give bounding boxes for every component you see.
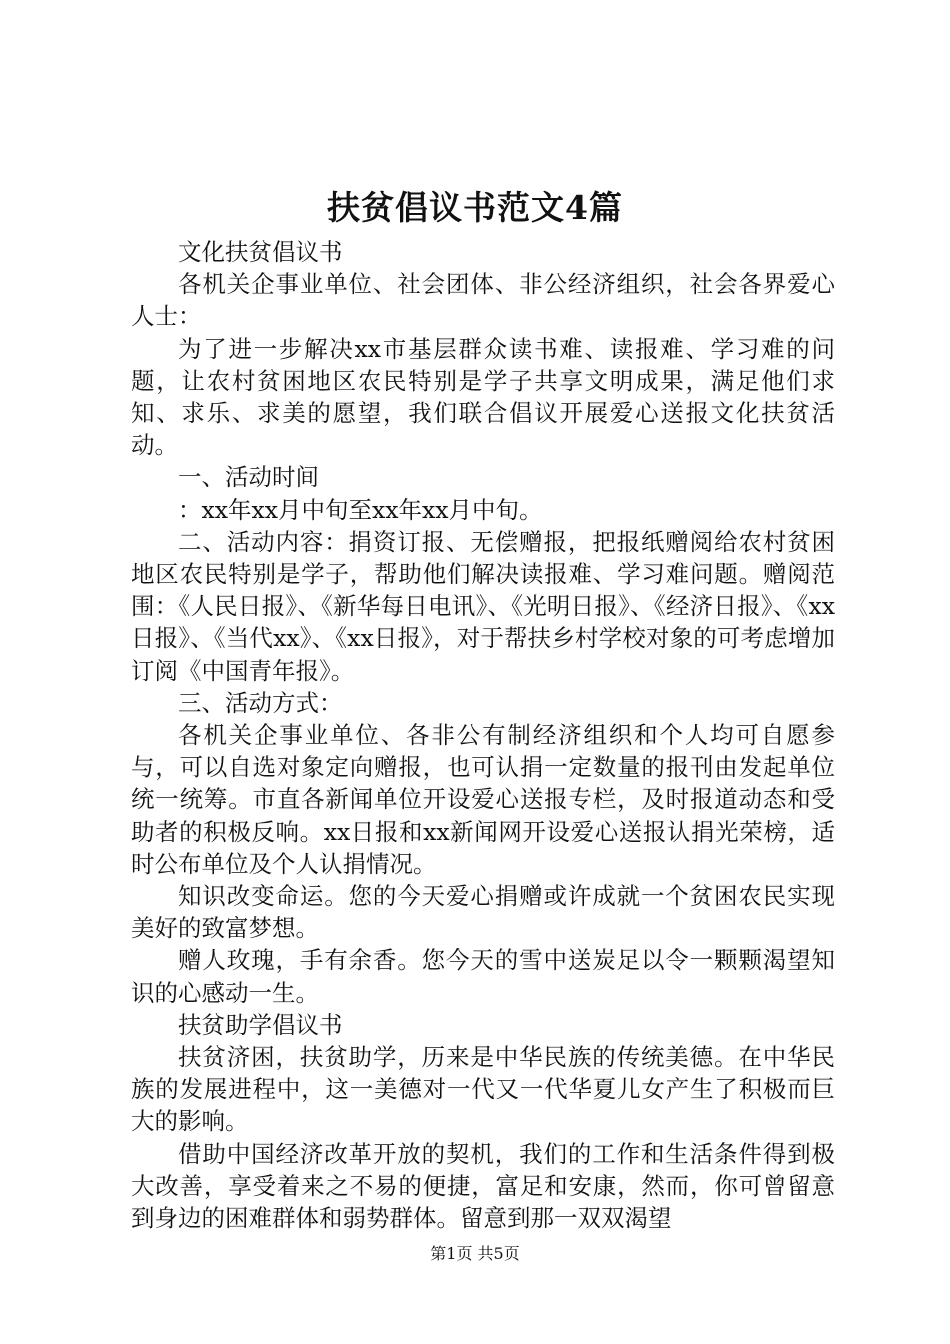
document-title: 扶贫倡议书范文4篇 (327, 188, 623, 227)
paragraph: 赠人玫瑰，手有余香。您今天的雪中送炭足以令一颗颗渴望知识的心感动一生。 (131, 946, 835, 1007)
paragraph-heading-2: 扶贫助学倡议书 (178, 1010, 343, 1039)
paragraph: 各机关企事业单位、各非公有制经济组织和个人均可自愿参与，可以自选对象定向赠报，也可认捐一定数量的报刊由发起单位统一统筹。市直各新闻单位开设爱心送报专栏，及时报道动态和受助者的积极反响。xx日报和xx新闻网开设爱心送报认捐光荣榜，适时公布单位及个人认捐情况。 (131, 721, 835, 878)
page-number-footer: 第1页 共5页 (430, 1244, 520, 1263)
paragraph: 扶贫济困，扶贫助学，历来是中华民族的传统美德。在中华民族的发展进程中，这一美德对一代又一代华夏儿女产生了积极而巨大的影响。 (131, 1043, 835, 1136)
paragraph: 各机关企事业单位、社会团体、非公经济组织，社会各界爱心人士： (131, 270, 835, 331)
paragraph: ：xx年xx月中旬至xx年xx月中旬。 (178, 495, 543, 524)
paragraph-heading-1: 文化扶贫倡议书 (178, 238, 343, 266)
paragraph: 知识改变命运。您的今天爱心捐赠或许成就一个贫困农民实现美好的致富梦想。 (131, 882, 835, 943)
paragraph: 为了进一步解决xx市基层群众读书难、读报难、学习难的问题，让农村贫困地区农民特别是学子共享文明成果，满足他们求知、求乐、求美的愿望，我们联合倡议开展爱心送报文化扶贫活动。 (131, 334, 835, 460)
paragraph: 三、活动方式： (178, 688, 343, 717)
document-body (131, 236, 835, 1234)
paragraph: 一、活动时间 (178, 463, 319, 492)
paragraph: 借助中国经济改革开放的契机，我们的工作和生活条件得到极大改善，享受着来之不易的便捷，富足和安康，然而，你可曾留意到身边的困难群体和弱势群体。留意到那一双双渴望 (131, 1139, 835, 1233)
paragraph: 二、活动内容：捐资订报、无偿赠报，把报纸赠阅给农村贫困地区农民特别是学子，帮助他们解决读报难、学习难问题。赠阅范围：《人民日报》、《新华每日电讯》、《光明日报》、《经济日报》、《xx日报》、《当代xx》、《xx日报》，对于帮扶乡村学校对象的可考虑增加订阅《中国青年报》。 (131, 527, 835, 685)
